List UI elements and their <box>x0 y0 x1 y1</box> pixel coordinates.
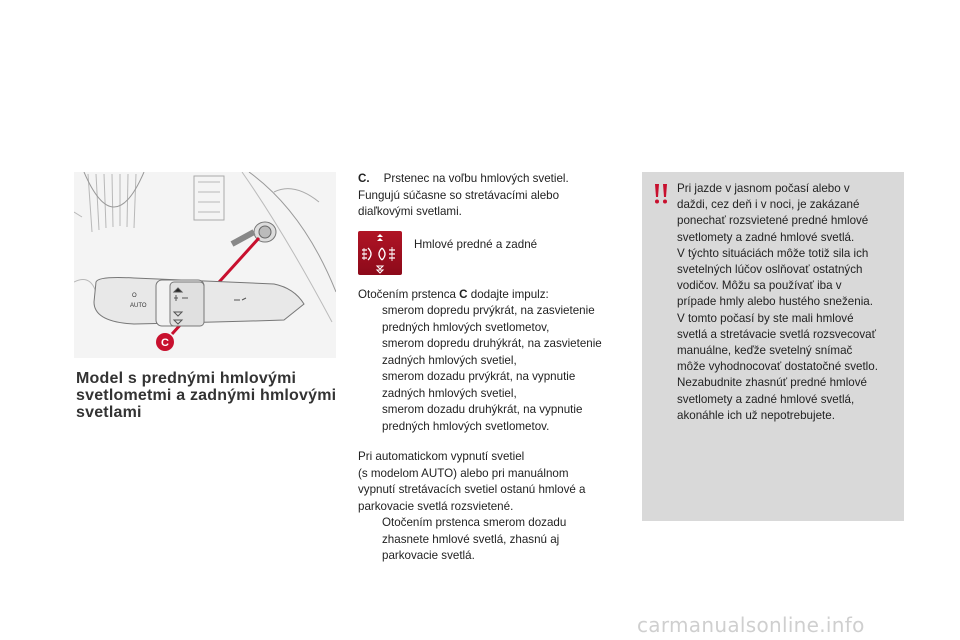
auto-line: vypnutí stretávacích svetiel ostanú hmlové a <box>358 483 586 496</box>
list-item <box>358 515 628 565</box>
title-line: Model s prednými hmlovými <box>76 370 297 387</box>
warning-line: V tomto počasí by ste mali hmlové <box>677 311 854 325</box>
warning-line: svetlá a stretávacie svetlá rozsvecovať <box>677 327 876 341</box>
list-item <box>358 303 628 336</box>
auto-line: Pri automatickom vypnutí svetiel <box>358 450 525 463</box>
list-text: zadných hmlových svetiel, <box>382 386 517 400</box>
turn-instructions <box>358 287 628 304</box>
warning-box <box>642 172 904 521</box>
warning-line: daždi, cez deň i v noci, je zakázané <box>677 198 860 212</box>
warning-line: manuálne, keďže svetelný snímač <box>677 344 853 358</box>
list-text: smerom dopredu prvýkrát, na zasvietenie <box>382 304 595 317</box>
list-text: parkovacie svetlá. <box>382 549 475 562</box>
ring-label: C. <box>358 172 370 185</box>
turn-ring-letter: C <box>459 287 468 301</box>
warning-line: Nezabudnite zhasnúť predné hmlové <box>677 376 867 390</box>
ring-description <box>358 171 628 221</box>
callout-letter: C <box>161 337 169 349</box>
warning-line: ponechať rozsvietené predné hmlové <box>677 214 869 228</box>
auto-label: AUTO <box>130 303 147 309</box>
warning-line: svetlomety a zadné hmlové svetlá. <box>677 230 855 244</box>
section-title <box>76 370 346 421</box>
auto-paragraph <box>358 449 628 515</box>
warning-line: vodičov. Môžu sa používať iba v <box>677 279 842 293</box>
fog-label: Hmlové predné a zadné <box>414 237 538 251</box>
list-text: smerom dopredu druhýkrát, na zasvietenie <box>382 337 602 350</box>
turn-text: Otočením prstenca <box>358 287 460 301</box>
front-rear-fog-icon <box>358 231 402 275</box>
list-text: smerom dozadu druhýkrát, na vypnutie <box>382 403 583 416</box>
lever-illustration <box>74 172 336 358</box>
warning-line: svetlomety a zadné hmlové svetlá, <box>677 392 855 406</box>
fog-row <box>358 227 628 277</box>
impulse-list <box>358 303 628 435</box>
warning-line: prípade hmly alebo hustého sneženia. <box>677 295 873 309</box>
ring-desc-line: diaľkovými svetlami. <box>358 205 462 218</box>
ring-desc-line: Prstenec na voľbu hmlových svetiel. <box>383 172 569 185</box>
list-text: smerom dozadu prvýkrát, na vypnutie <box>382 370 576 383</box>
list-text: predných hmlových svetlometov. <box>382 419 550 433</box>
title-line: svetlami <box>76 404 142 421</box>
warning-line: V týchto situáciách môže totiž sila ich <box>677 246 869 260</box>
instructions-column <box>358 171 628 565</box>
warning-line: Pri jazde v jasnom počasí alebo v <box>677 182 850 195</box>
watermark: carmanualsonline.info <box>637 613 865 637</box>
ring-desc-line: Fungujú súčasne so stretávacími alebo <box>358 188 560 202</box>
warning-line: akonáhle ich už nepotrebujete. <box>677 408 835 422</box>
list-text: zhasnete hmlové svetlá, zhasnú aj <box>382 532 560 546</box>
auto-line: (s modelom AUTO) alebo pri manuálnom <box>358 466 569 480</box>
warning-line: môže vyhodnocovať dostatočné svetlo. <box>677 360 878 374</box>
auto-line: parkovacie svetlá rozsvietené. <box>358 499 514 513</box>
svg-text:O: O <box>132 293 137 299</box>
title-line: svetlometmi a zadnými hmlovými <box>76 387 337 404</box>
warning-text <box>677 181 899 424</box>
warning-line: svetelných lúčov oslňovať ostatných <box>677 263 863 277</box>
list-item <box>358 369 628 402</box>
final-list <box>358 515 628 565</box>
list-item <box>358 336 628 369</box>
list-item <box>358 402 628 435</box>
exclamation-icon <box>652 182 670 206</box>
list-text: predných hmlových svetlometov, <box>382 320 550 334</box>
list-text: Otočením prstenca smerom dozadu <box>382 516 567 529</box>
list-text: zadných hmlových svetiel, <box>382 353 517 367</box>
turn-text: dodajte impulz: <box>467 287 549 301</box>
